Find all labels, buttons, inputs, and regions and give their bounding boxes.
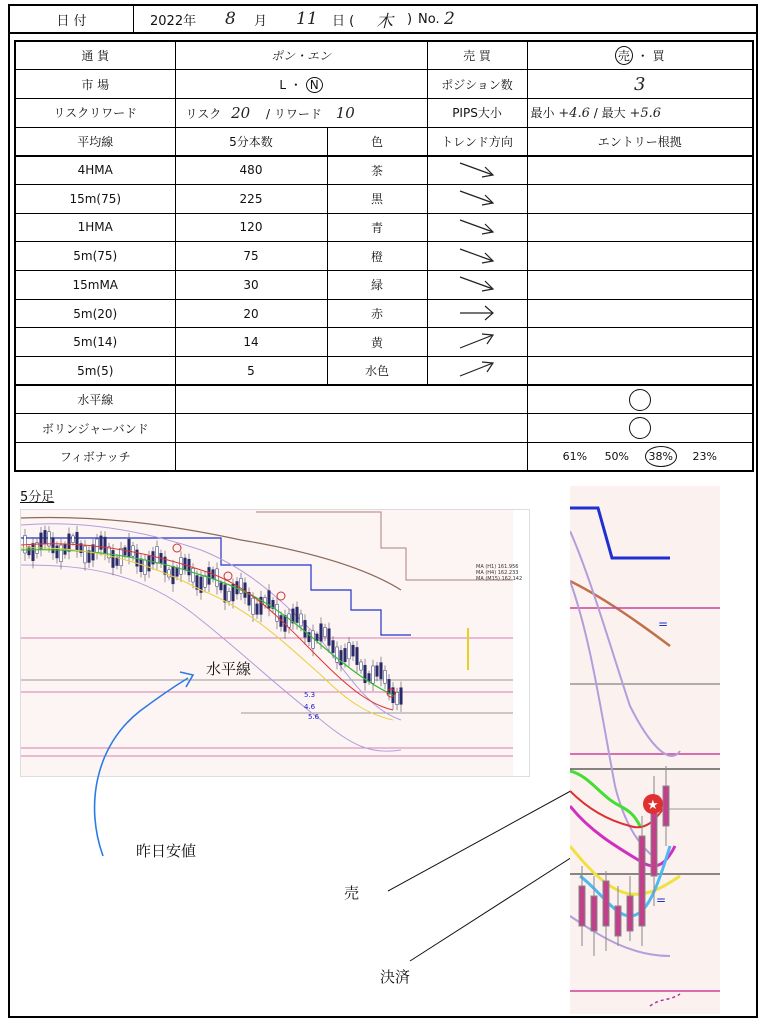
entry-reason-cell: [527, 357, 753, 386]
ma-name: 5m(14): [15, 328, 175, 357]
ma-row: [15, 213, 753, 242]
horizontal-check-circle: [629, 389, 651, 411]
fibonacci-label: フィボナッチ: [15, 443, 175, 472]
candle-body: [224, 585, 227, 602]
ma-name: 15m(75): [15, 184, 175, 213]
risk-label: リスク: [185, 106, 222, 121]
ma-header-row: [15, 127, 753, 156]
entry-reason-cell: [527, 242, 753, 271]
trend-arrow-icon: [427, 299, 527, 328]
candle-body: [288, 614, 291, 627]
candle-body: [344, 648, 347, 661]
candle-body: [216, 569, 219, 587]
entry-reason-cell: [527, 213, 753, 242]
ma-color: 茶: [327, 156, 427, 185]
candle-body: [188, 559, 191, 575]
entry-reason-cell: [527, 299, 753, 328]
ma-name: 5m(20): [15, 299, 175, 328]
risk-reward-value: [175, 98, 427, 127]
zoomed-chart: [570, 486, 720, 1014]
market-value: [175, 70, 427, 99]
candle-body: [144, 560, 147, 575]
trade-sheet-table: [14, 40, 754, 472]
candle-body: [300, 614, 303, 626]
candle-body: [316, 634, 319, 641]
ma-name: 15mMA: [15, 271, 175, 300]
zoomed-chart-svg: [570, 486, 720, 1014]
pips-min-value: +4.6: [558, 106, 590, 122]
candle-body: [124, 548, 127, 556]
candle-body: [264, 597, 267, 605]
candle-body: [56, 546, 59, 558]
candle-body: [156, 547, 159, 564]
horizontal-line-label: 水平線: [15, 385, 175, 414]
fibo-23: 23%: [692, 450, 717, 464]
trend-arrow-icon: [427, 357, 527, 386]
pips-label-3: 5.6: [308, 713, 320, 721]
ma-color: 黒: [327, 184, 427, 213]
risk-reward-row: [15, 98, 753, 127]
ma-row: [15, 328, 753, 357]
day-label: 日 (: [332, 13, 355, 29]
entry-reason-cell: [527, 271, 753, 300]
candle-body: [84, 546, 87, 563]
year-text: 2022年: [150, 13, 197, 29]
fibo-38: 38%: [645, 446, 677, 467]
reward-value: 10: [335, 103, 355, 122]
risk-value: 20: [231, 103, 251, 122]
ma-bars: 75: [175, 242, 327, 271]
candle-body: [168, 570, 171, 577]
svg-text:=: =: [656, 893, 667, 907]
ma-row: [15, 299, 753, 328]
candle-body: [296, 607, 299, 622]
fibo-61: 61%: [562, 450, 588, 464]
chart-section-label: 5分足: [20, 490, 55, 505]
horizontal-line-arrow: [90, 656, 210, 866]
day-value: 11: [296, 9, 318, 29]
market-n: N: [306, 77, 323, 93]
candle-body: [348, 643, 351, 659]
ma-color: 青: [327, 213, 427, 242]
entry-reason-cell: [527, 328, 753, 357]
ma-bars: 120: [175, 213, 327, 242]
ma-bars: 225: [175, 184, 327, 213]
candle-body: [60, 545, 63, 562]
pips-min-label: 最小: [530, 106, 555, 121]
ma-color: 水色: [327, 357, 427, 386]
trade-sell: 売: [615, 46, 633, 65]
candle-body: [276, 604, 279, 621]
ma-name: 5m(75): [15, 242, 175, 271]
candle-body: [204, 576, 207, 588]
candle-body: [68, 534, 71, 551]
trade-value: [527, 41, 753, 70]
market-l: L: [279, 77, 287, 92]
candle-body: [104, 537, 107, 553]
month-label: 月: [254, 13, 268, 29]
currency-row: [15, 41, 753, 70]
trend-arrow-icon: [427, 156, 527, 185]
ma-color: 赤: [327, 299, 427, 328]
candle-body: [324, 627, 327, 636]
pips-label-2: 4.6: [304, 703, 316, 711]
candle-body: [180, 557, 183, 574]
market-row: [15, 70, 753, 99]
candle-body: [252, 598, 255, 614]
yesterday-low-annotation: 昨日安値: [136, 842, 197, 860]
legend-ma-h1: MA (H1) 161.956: [476, 564, 519, 570]
ma-header-entry: エントリー根拠: [527, 127, 753, 156]
market-separator: ・: [289, 77, 302, 92]
candle-body: [192, 568, 195, 582]
candle-body: [256, 604, 259, 614]
candle-body: [368, 674, 371, 682]
candle-body: [172, 566, 175, 584]
ma-color: 緑: [327, 271, 427, 300]
candle-body: [304, 620, 307, 637]
candle-body: [112, 550, 115, 567]
ma-row: [15, 357, 753, 386]
trade-buy: 買: [652, 49, 665, 64]
ma-header-trend: トレンド方向: [427, 127, 527, 156]
entry-reason-cell: [527, 184, 753, 213]
candle-body: [208, 567, 211, 584]
legend-ma-m15: MA (M15) 162.142: [476, 576, 523, 582]
reward-label: / リワード: [266, 106, 322, 121]
candle-body: [360, 662, 363, 670]
horizontal-line-annotation: 水平線: [206, 660, 252, 678]
candle-body: [184, 558, 187, 569]
candle-body: [148, 556, 151, 571]
candle-body: [40, 533, 43, 549]
ma-bars: 480: [175, 156, 327, 185]
pips-max-value: +5.6: [629, 106, 662, 122]
ma-bars: 30: [175, 271, 327, 300]
currency-value: ポン・エン: [175, 41, 427, 70]
pips-label-1: 5.3: [304, 691, 316, 699]
entry-reason-cell: [527, 156, 753, 185]
candle-body: [128, 539, 131, 556]
ma-row: [15, 156, 753, 185]
candle-body: [44, 530, 47, 543]
candle-body: [320, 624, 323, 641]
candle-body: [332, 641, 335, 653]
candle-body: [176, 568, 179, 577]
trend-arrow-icon: [427, 184, 527, 213]
pips-label: PIPS大小: [427, 98, 527, 127]
market-label: 市 場: [15, 70, 175, 99]
trade-label: 売 買: [427, 41, 527, 70]
date-label: 日 付: [10, 6, 134, 32]
legend-ma-h4: MA (H4) 162.233: [476, 570, 519, 576]
candle-body: [328, 629, 331, 646]
candle-body: [352, 645, 355, 656]
candle-body: [52, 538, 55, 553]
risk-reward-label: リスクリワード: [15, 98, 175, 127]
ma-row: [15, 242, 753, 271]
trade-separator: ・: [636, 49, 649, 64]
candle-body: [336, 647, 339, 662]
ma-bars: 14: [175, 328, 327, 357]
candle-body: [32, 543, 35, 560]
weekday-value: 木: [376, 11, 393, 32]
ma-name: 5m(5): [15, 357, 175, 386]
svg-text:★: ★: [647, 798, 659, 813]
candle-body: [400, 688, 403, 705]
ma-color: 黄: [327, 328, 427, 357]
candle-body: [388, 679, 391, 694]
svg-text:=: =: [658, 617, 669, 631]
month-value: 8: [225, 9, 236, 29]
candle-body: [76, 532, 79, 550]
trend-arrow-icon: [427, 242, 527, 271]
header-row: [10, 6, 756, 34]
ma-header-color: 色: [327, 127, 427, 156]
ma-name: 1HMA: [15, 213, 175, 242]
candle-body: [356, 647, 359, 664]
pips-max-label: / 最大: [593, 106, 626, 121]
candle-body: [240, 578, 243, 593]
candle-body: [120, 548, 123, 566]
ma-bars: 5: [175, 357, 327, 386]
candle-body: [72, 536, 75, 543]
fibonacci-row: [15, 443, 753, 472]
number-value: 2: [444, 9, 455, 29]
trend-arrow-icon: [427, 328, 527, 357]
candle-body: [220, 583, 223, 590]
sell-annotation: 売: [344, 884, 360, 902]
ma-bars: 20: [175, 299, 327, 328]
number-label: No.: [418, 11, 440, 27]
candle-body: [376, 666, 379, 677]
candle-body: [132, 546, 135, 556]
bollinger-row: [15, 414, 753, 443]
close-paren: ): [407, 11, 413, 27]
candle-body: [372, 666, 375, 683]
ma-name: 4HMA: [15, 156, 175, 185]
ma-header-bars: 5分本数: [175, 127, 327, 156]
fibo-50: 50%: [604, 450, 630, 464]
bollinger-check-circle: [629, 417, 651, 439]
trend-arrow-icon: [427, 271, 527, 300]
candle-body: [380, 663, 383, 679]
ma-header-name: 平均線: [15, 127, 175, 156]
positions-label: ポジション数: [427, 70, 527, 99]
candle-body: [228, 591, 231, 601]
ma-color: 橙: [327, 242, 427, 271]
trade-journal-sheet: [8, 4, 758, 1018]
trend-arrow-icon: [427, 213, 527, 242]
settle-annotation: 決済: [380, 968, 411, 986]
pips-value: [527, 98, 753, 127]
ma-row: [15, 271, 753, 300]
bollinger-label: ボリンジャーバンド: [15, 414, 175, 443]
candle-body: [396, 692, 399, 704]
currency-label: 通 貨: [15, 41, 175, 70]
positions-value: 3: [527, 70, 753, 99]
horizontal-line-row: [15, 385, 753, 414]
candle-body: [384, 670, 387, 683]
ma-row: [15, 184, 753, 213]
fibonacci-levels: [527, 443, 753, 472]
